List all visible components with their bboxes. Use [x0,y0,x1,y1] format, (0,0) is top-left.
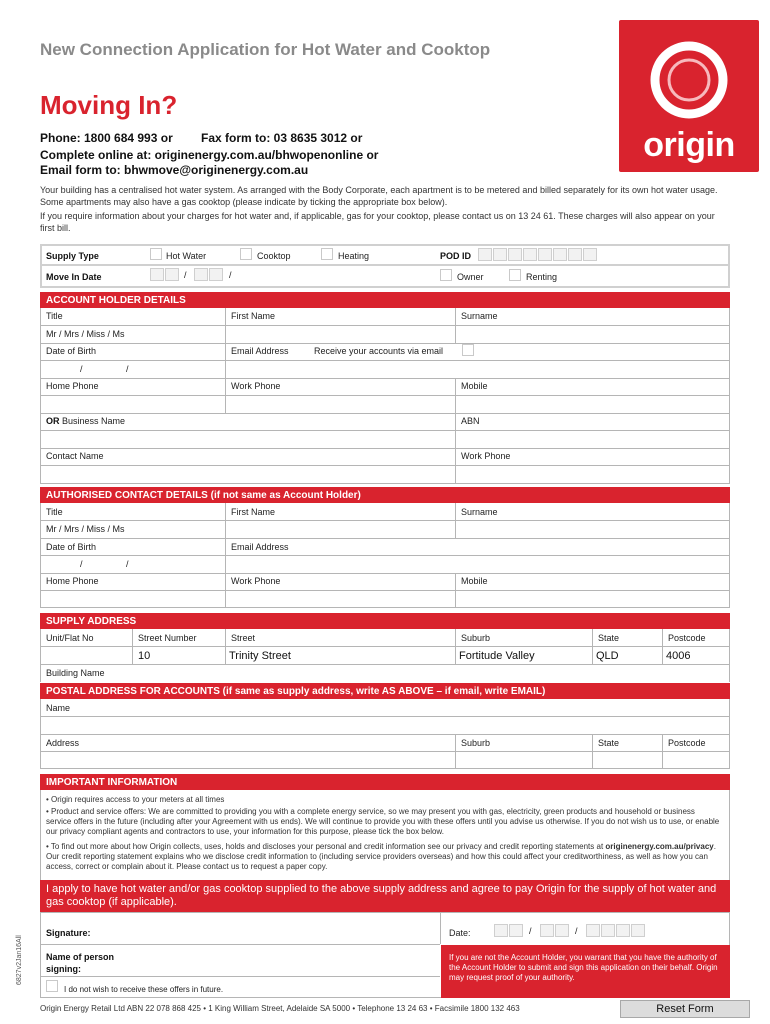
receive-email-label: Receive your accounts via email [314,346,444,356]
page-heading: Moving In? [40,90,178,120]
heating-label: Heating [338,251,370,261]
hot-water-checkbox[interactable] [150,248,162,260]
home-phone-label: Home Phone [46,381,99,391]
cooktop-checkbox[interactable] [240,248,252,260]
or-label: OR [46,416,60,426]
surname-input[interactable] [456,326,729,342]
email-address-input[interactable] [226,361,729,377]
contact-name-input[interactable] [41,466,455,483]
dob-input[interactable] [41,361,225,377]
signed-year-field[interactable] [586,924,645,937]
title-options: Mr / Mrs / Miss / Ms [46,329,125,339]
email-line: Email form to: bhwmove@originenergy.com.au [40,163,309,177]
intro-paragraph-2: If you require information about your charges for hot water and, if applicable, gas for your cooktop, please contact us on 13 24 61. These charges will also appear on your first bill. [40,211,715,233]
street-label: Street [231,633,256,643]
postal-state-input[interactable] [593,752,662,768]
signature-label: Signature: [46,928,91,938]
postal-address-label: Address [46,738,80,748]
date-separator: / [184,270,187,280]
auth-first-name-input[interactable] [226,521,455,537]
fax-line: Fax form to: 03 8635 3012 or [201,131,363,145]
auth-email-label: Email Address [231,542,289,552]
authorised-contact-header: AUTHORISED CONTACT DETAILS (if not same as Account Holder) [40,487,730,503]
dob-separator: / [80,364,83,374]
move-in-row [42,266,728,286]
logo-wordmark: origin [643,126,735,164]
document-title: New Connection Application for Hot Water and Cooktop [40,40,491,59]
mobile-label: Mobile [461,381,488,391]
postcode-input[interactable]: 4006 [666,650,691,662]
street-number-input[interactable]: 10 [138,650,151,662]
postal-address-header: POSTAL ADDRESS FOR ACCOUNTS (if same as supply address, write AS ABOVE – if email, write EMAIL) [40,683,730,699]
auth-mobile-label: Mobile [461,576,488,586]
dob-separator: / [126,364,129,374]
date-label: Date: [449,928,471,938]
heating-checkbox[interactable] [321,248,333,260]
name-signing-field[interactable] [128,948,436,974]
first-name-label: First Name [231,311,276,321]
cooktop-label: Cooktop [257,251,291,261]
mobile-input[interactable] [456,396,729,412]
building-name-input[interactable] [132,665,729,681]
email-address-label: Email Address [231,346,289,356]
surname-label: Surname [461,311,498,321]
auth-email-input[interactable] [226,556,729,572]
title-input[interactable] [41,326,225,342]
footer-text: Origin Energy Retail Ltd ABN 22 078 868 425 • 1 King William Street, Adelaide SA 5000 • Telephone 13 24 63 • Facsimile 1800 132 463 [40,1004,520,1013]
auth-work-phone-input[interactable] [226,591,455,607]
abn-label: ABN [461,416,480,426]
work-phone-label: Work Phone [231,381,281,391]
form-code: 6827v2Jan16All [16,935,23,985]
privacy-text-start: • To find out more about how Origin collects, uses, holds and discloses your personal and credit information see our privacy and credit reporting statements at [46,842,606,851]
auth-dob-label: Date of Birth [46,542,97,552]
signed-date-separator: / [529,926,532,936]
unit-flat-label: Unit/Flat No [46,633,94,643]
auth-work-phone-label: Work Phone [231,576,281,586]
postal-name-label: Name [46,703,71,713]
account-holder-header: ACCOUNT HOLDER DETAILS [40,292,730,308]
privacy-link[interactable]: originenergy.com.au/privacy [605,842,714,851]
info-bullet-offers: • Product and service offers: We are committed to providing you with a complete energy service, so we may present you with gas, electricity, green products and household or business service offers in the future (including after your Agreement with us ends). We will continue to provide you with these offers until you advise us otherwise. If you do not wish us to use, or enable our privacy compliant agents and contractors to use, your information for this purpose, please tick the box below. [46,807,720,836]
business-name-label: Business Name [62,416,126,426]
auth-dob-input[interactable] [41,556,225,572]
street-number-label: Street Number [138,633,197,643]
auth-surname-label: Surname [461,507,498,517]
contact-name-label: Contact Name [46,451,104,461]
auth-title-options: Mr / Mrs / Miss / Ms [46,524,125,534]
date-separator: / [229,270,232,280]
business-name-input[interactable] [41,431,455,447]
renting-checkbox[interactable] [509,269,521,281]
first-name-input[interactable] [226,326,455,342]
home-phone-input[interactable] [41,396,225,412]
owner-checkbox[interactable] [440,269,452,281]
unit-flat-input[interactable] [41,647,132,663]
postal-name-input[interactable] [41,717,729,733]
info-bullet-privacy [46,842,722,872]
postal-suburb-label: Suburb [461,738,491,748]
auth-surname-input[interactable] [456,521,729,537]
signed-month-field[interactable] [540,924,569,937]
state-label: State [598,633,620,643]
suburb-label: Suburb [461,633,491,643]
pod-id-field[interactable] [478,248,597,261]
business-work-phone-input[interactable] [456,466,729,483]
supply-address-header: SUPPLY ADDRESS [40,613,730,629]
suburb-input[interactable]: Fortitude Valley [459,650,535,662]
privacy-text-end: . Our credit reporting statement explains who we disclose credit information to (including service providers overseas) and how this could affect your creditworthiness, as well as how you can access, correct or complain about it. Please contact us to request a paper copy. [46,842,716,871]
signed-day-field[interactable] [494,924,523,937]
owner-label: Owner [457,272,484,282]
info-bullet-access: • Origin requires access to your meters at all times [46,795,225,804]
auth-home-phone-input[interactable] [41,591,225,607]
street-input[interactable]: Trinity Street [229,650,291,662]
auth-first-name-label: First Name [231,507,276,517]
business-work-phone-label: Work Phone [461,451,511,461]
postal-state-label: State [598,738,620,748]
pod-id-label: POD ID [440,251,472,261]
supply-type-row [42,246,728,264]
move-in-day-field[interactable] [150,268,179,281]
signed-date-separator: / [575,926,578,936]
authority-note: If you are not the Account Holder, you warrant that you have the authority of the Account Holder to submit and sign this application on their behalf. Origin may request proof of your authority. [441,945,730,998]
signature-field[interactable] [110,915,436,941]
abn-input[interactable] [456,431,729,447]
auth-dob-separator: / [80,559,83,569]
supply-type-label: Supply Type [46,251,99,261]
important-info-header: IMPORTANT INFORMATION [40,774,730,790]
work-phone-input[interactable] [226,396,455,412]
hot-water-label: Hot Water [166,251,207,261]
title-label: Title [46,311,63,321]
receive-email-checkbox[interactable] [462,344,474,356]
no-offers-label: I do not wish to receive these offers in future. [64,985,224,994]
auth-title-label: Title [46,507,63,517]
auth-dob-separator: / [126,559,129,569]
postal-postcode-label: Postcode [668,738,706,748]
origin-logo [619,20,759,172]
auth-home-phone-label: Home Phone [46,576,99,586]
auth-mobile-input[interactable] [456,591,729,607]
building-name-label: Building Name [46,668,105,678]
online-line: Complete online at: originenergy.com.au/bhwopenonline or [40,148,379,162]
reset-form-button[interactable]: Reset Form [620,1000,750,1018]
postcode-label: Postcode [668,633,706,643]
postal-address-input[interactable] [41,752,455,768]
state-input[interactable]: QLD [596,650,619,662]
declaration-banner: I apply to have hot water and/or gas cooktop supplied to the above supply address and agree to pay Origin for the supply of hot water and gas cooktop (if applicable). [40,880,730,912]
renting-label: Renting [526,272,558,282]
move-in-month-field[interactable] [194,268,223,281]
postal-suburb-input[interactable] [456,752,592,768]
name-signing-label: Name of person signing: [46,952,115,974]
dob-label: Date of Birth [46,346,97,356]
intro-paragraph-1: Your building has a centralised hot water system. As arranged with the Body Corporate, each apartment is to be metered and billed separately for its own hot water usage. Some apartments may also have a gas cooktop (please indicate by ticking the appropriate box below). [40,185,718,207]
auth-title-input[interactable] [41,521,225,537]
no-offers-checkbox[interactable] [46,980,58,992]
postal-postcode-input[interactable] [663,752,729,768]
move-in-date-label: Move In Date [46,272,102,282]
phone-line: Phone: 1800 684 993 or [40,131,173,145]
